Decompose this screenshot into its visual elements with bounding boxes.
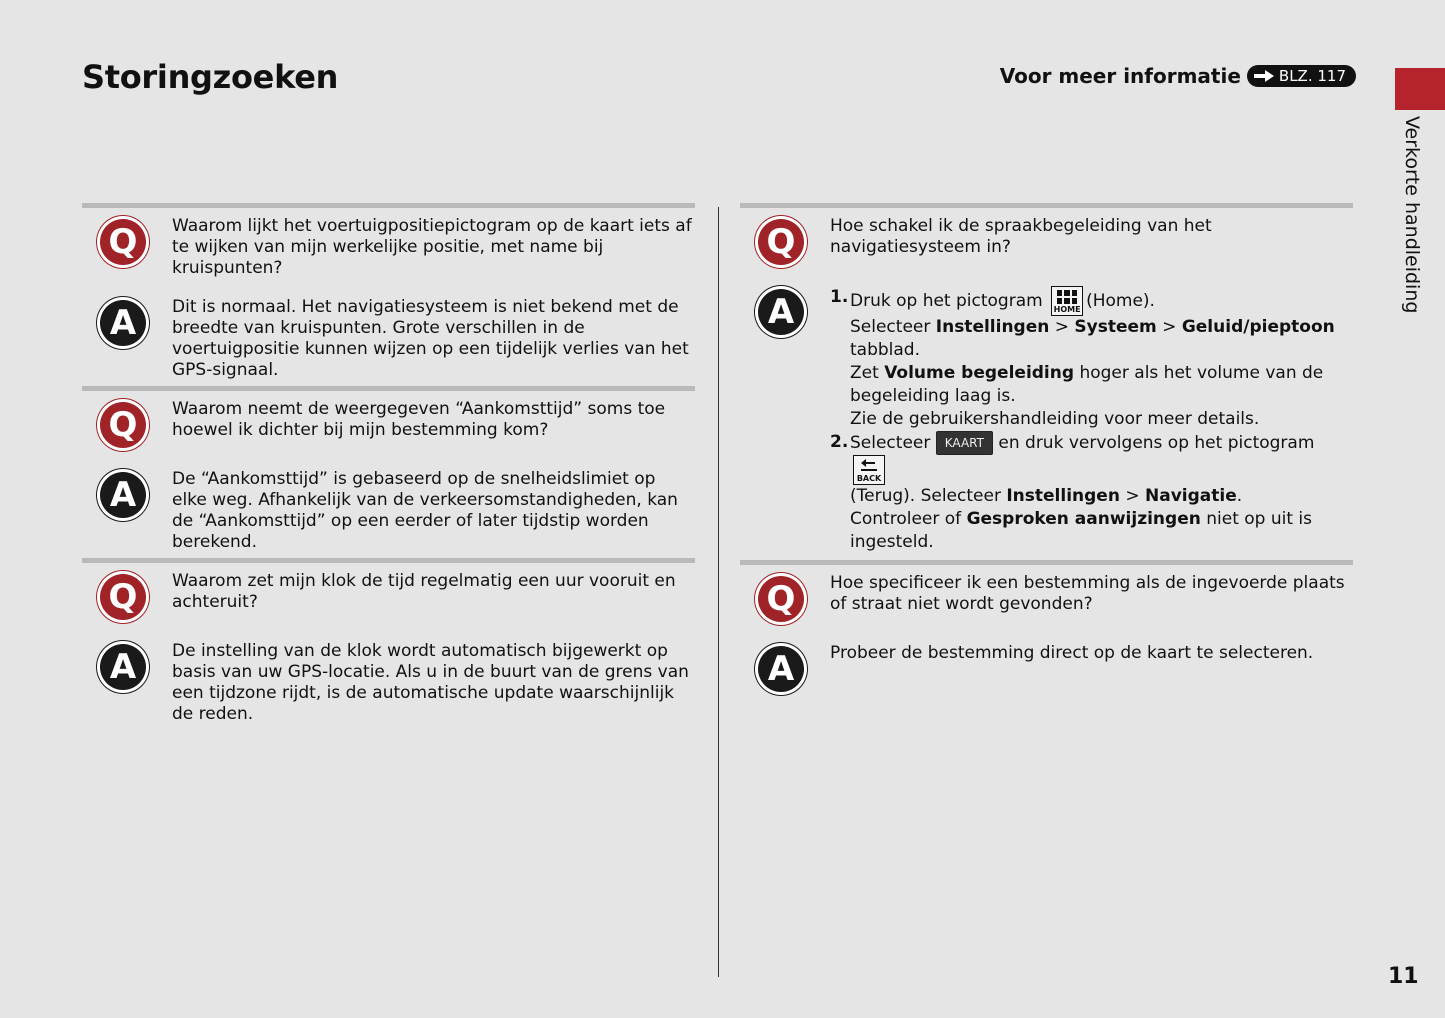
answer-badge-icon: A [755, 286, 807, 338]
section-tab-marker [1395, 68, 1445, 110]
question-badge-icon: Q [755, 216, 807, 268]
question-text: Waarom neemt de weergegeven “Aankomsttijd” soms toe hoewel ik dichter bij mijn bestemming kom? [172, 399, 666, 440]
question-badge-icon: Q [755, 573, 807, 625]
page-title: Storingzoeken [82, 58, 339, 96]
page-number: 11 [1388, 964, 1419, 989]
faq-left-column [82, 203, 695, 725]
question-row [82, 399, 695, 451]
question-text: Hoe specificeer ik een bestemming als de ingevoerde plaats of straat niet wordt gevonden? [830, 573, 1345, 614]
answer-row [82, 641, 695, 725]
back-icon: BACK [853, 455, 885, 485]
step-number: 1. [830, 287, 849, 307]
more-info-reference [1000, 64, 1356, 88]
answer-text: Dit is normaal. Het navigatiesysteem is niet bekend met de breedte van kruispunten. Grote verschillen in de voertuigpositie kunnen wijzen op een tijdelijk verlies van het GPS-signaal. [172, 297, 689, 380]
answer-row [82, 297, 695, 381]
section-side-label: Verkorte handleiding [1401, 116, 1423, 314]
answer-badge-icon: A [97, 469, 149, 521]
answer-text: De “Aankomsttijd” is gebaseerd op de snelheidslimiet op elke weg. Afhankelijk van de verkeersomstandigheden, kan de “Aankomsttijd” op een eerder of later tijdstip worden berekend. [172, 469, 678, 552]
answer-badge-icon: A [97, 641, 149, 693]
faq-divider [82, 386, 695, 391]
arrow-right-icon [1253, 69, 1275, 83]
question-row [740, 216, 1353, 268]
kaart-button-icon: KAART [936, 431, 993, 455]
answer-row [82, 469, 695, 553]
question-row [740, 573, 1353, 625]
answer-badge-icon: A [755, 643, 807, 695]
faq-divider [82, 203, 695, 208]
step-2: 2. Selecteer KAART en druk vervolgens op het pictogram BACK (Terug). Selecteer Instellingen > Navigatie. Controleer of Gesproken aanwijzingen niet op uit is ingesteld. [830, 432, 1315, 552]
question-badge-icon: Q [97, 216, 149, 268]
question-text: Hoe schakel ik de spraakbegeleiding van het navigatiesysteem in? [830, 216, 1212, 257]
question-text: Waarom lijkt het voertuigpositiepictogram op de kaart iets af te wijken van mijn werkelijke positie, met name bij kruispunten? [172, 216, 692, 278]
more-info-label: Voor meer informatie [999, 64, 1241, 88]
faq-divider [740, 203, 1353, 208]
column-divider [718, 207, 719, 977]
answer-text: Probeer de bestemming direct op de kaart te selecteren. [830, 643, 1314, 663]
home-icon: HOME [1051, 286, 1083, 316]
question-row [82, 216, 695, 279]
question-text: Waarom zet mijn klok de tijd regelmatig een uur vooruit en achteruit? [172, 571, 676, 612]
faq-right-column [740, 203, 1353, 695]
question-badge-icon: Q [97, 571, 149, 623]
answer-row [740, 643, 1353, 695]
page-reference-text: BLZ. 117 [1278, 67, 1346, 85]
answer-badge-icon: A [97, 297, 149, 349]
answer-text: De instelling van de klok wordt automatisch bijgewerkt op basis van uw GPS-locatie. Als u in de buurt van de grens van een tijdzone rijdt, is de automatische update waarschijnlijk de reden. [172, 641, 689, 724]
answer-steps [830, 286, 1353, 554]
faq-divider [740, 560, 1353, 565]
page-reference-link[interactable] [1247, 65, 1356, 87]
question-row [82, 571, 695, 623]
answer-row [740, 286, 1353, 554]
step-number: 2. [830, 432, 849, 452]
question-badge-icon: Q [97, 399, 149, 451]
faq-divider [82, 558, 695, 563]
step-1: 1. Druk op het pictogram HOME (Home). Selecteer Instellingen > Systeem > Geluid/pieptoon tabblad. Zet Volume begeleiding hoger als het volume van de begeleiding laag is. Zie de gebruikershandleiding voor meer details. [830, 287, 1335, 429]
